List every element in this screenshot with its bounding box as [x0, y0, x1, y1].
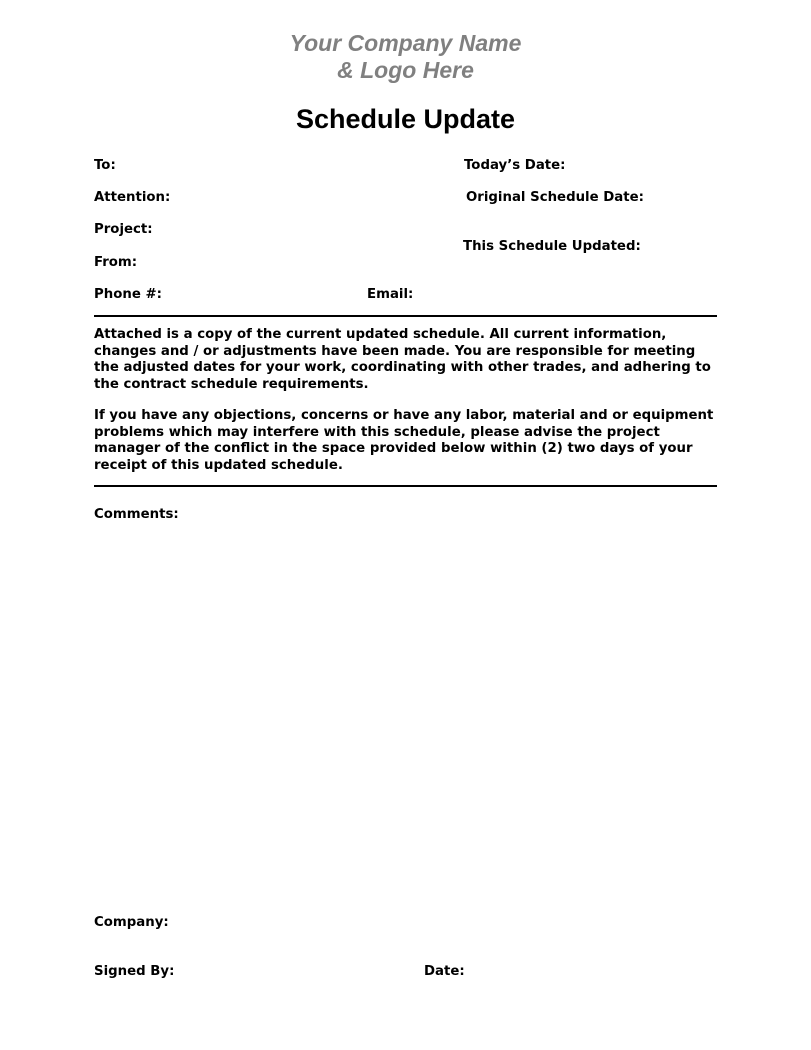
attention-label: Attention:	[94, 190, 171, 205]
this-schedule-updated-label: This Schedule Updated:	[463, 239, 641, 254]
project-label: Project:	[94, 222, 153, 237]
document-title: Schedule Update	[295, 104, 516, 134]
from-label: From:	[94, 255, 138, 270]
original-schedule-date-label: Original Schedule Date:	[466, 190, 644, 205]
company-logo-line1: Your Company Name	[289, 30, 522, 56]
phone-label: Phone #:	[94, 287, 162, 302]
divider-top	[94, 315, 717, 317]
company-logo-line2: & Logo Here	[337, 57, 474, 83]
signed-by-label: Signed By:	[94, 964, 175, 979]
company-label: Company:	[94, 915, 169, 930]
divider-bottom	[94, 485, 717, 487]
to-label: To:	[94, 158, 116, 173]
instructions-paragraph-2: If you have any objections, concerns or have any labor, material and or equipment problems which may interfere with this schedule, please advise the project manager of the conflict in the space provided below within (2) two days of your receipt of this updated schedule.	[94, 408, 714, 473]
todays-date-label: Today’s Date:	[464, 158, 566, 173]
date-label: Date:	[424, 964, 465, 979]
comments-label: Comments:	[94, 507, 179, 522]
instructions-paragraph-1: Attached is a copy of the current updated schedule. All current information, changes and / or adjustments have been made. You are responsible for meeting the adjusted dates for your work, coordinating with other trades, and adhering to the contract schedule requirements.	[94, 327, 711, 392]
email-label: Email:	[367, 287, 414, 302]
